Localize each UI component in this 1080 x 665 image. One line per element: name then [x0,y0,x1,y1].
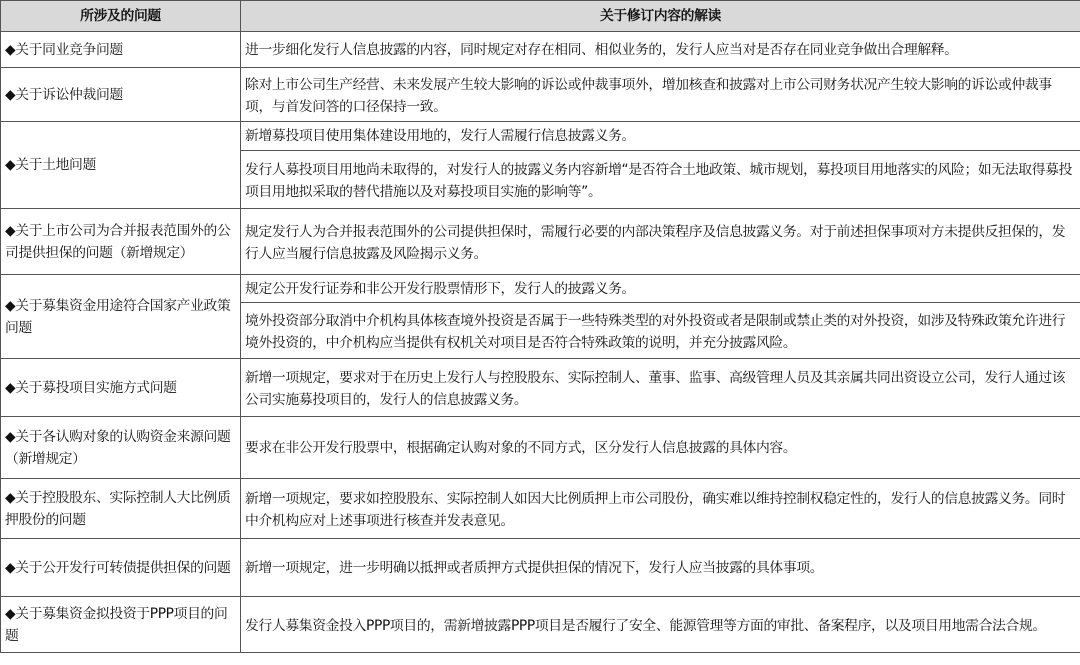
table-row [1,275,1080,303]
issue-cell: ◆关于同业竞争问题 [1,32,241,68]
interpretation-cell: 新增募投项目使用集体建设用地的，发行人需履行信息披露义务。 [241,122,1080,151]
header-interpretation: 关于修订内容的解读 [241,1,1080,32]
interpretation-cell: 进一步细化发行人信息披露的内容，同时规定对存在相同、相似业务的，发行人应当对是否存在同业竞争做出合理解释。 [241,32,1080,68]
table-row [1,68,1080,122]
interpretation-cell: 发行人募投项目用地尚未取得的，对发行人的披露义务内容新增“是否符合土地政策、城市规划，募投项目用地落实的风险；如无法取得募投项目用地拟采取的替代措施以及对募投项目实施的影响等”。 [241,151,1080,209]
interpretation-cell: 境外投资部分取消中介机构具体核查境外投资是否属于一些特殊类型的对外投资或者是限制或禁止类的对外投资，如涉及特殊政策允许进行境外投资的，中介机构应当提供有权机关对项目是否符合特殊政策的说明，并充分披露风险。 [241,303,1080,359]
table-row [1,209,1080,275]
table-row [1,122,1080,151]
issue-cell: ◆关于募集资金用途符合国家产业政策问题 [1,275,241,359]
interpretation-cell: 新增一项规定，要求如控股股东、实际控制人如因大比例质押上市公司股份，确实难以维持控制权稳定性的，发行人的信息披露义务。同时中介机构应对上述事项进行核查并发表意见。 [241,479,1080,539]
header-issue: 所涉及的问题 [1,1,241,32]
table-row [1,359,1080,417]
interpretation-cell: 发行人募集资金投入PPP项目的，需新增披露PPP项目是否履行了安全、能源管理等方面的审批、备案程序，以及项目用地需合法合规。 [241,597,1080,653]
issue-cell: ◆关于募集资金拟投资于PPP项目的问题 [1,597,241,653]
issue-cell: ◆关于土地问题 [1,122,241,209]
interpretation-cell: 除对上市公司生产经营、未来发展产生较大影响的诉讼或仲裁事项外，增加核查和披露对上市公司财务状况产生较大影响的诉讼或仲裁事项，与首发问答的口径保持一致。 [241,68,1080,122]
table-row [1,32,1080,68]
issue-cell: ◆关于控股股东、实际控制人大比例质押股份的问题 [1,479,241,539]
issue-cell: ◆关于公开发行可转债提供担保的问题 [1,539,241,597]
issue-cell: ◆关于募投项目实施方式问题 [1,359,241,417]
table-row [1,539,1080,597]
issue-cell: ◆关于上市公司为合并报表范围外的公司提供担保的问题（新增规定） [1,209,241,275]
interpretation-cell: 要求在非公开发行股票中，根据确定认购对象的不同方式，区分发行人信息披露的具体内容。 [241,417,1080,479]
interpretation-cell: 新增一项规定，进一步明确以抵押或者质押方式提供担保的情况下，发行人应当披露的具体事项。 [241,539,1080,597]
interpretation-cell: 规定公开发行证券和非公开发行股票情形下，发行人的披露义务。 [241,275,1080,303]
table-row [1,479,1080,539]
interpretation-cell: 规定发行人为合并报表范围外的公司提供担保时，需履行必要的内部决策程序及信息披露义务。对于前述担保事项对方未提供反担保的，发行人应当履行信息披露及风险揭示义务。 [241,209,1080,275]
issue-cell: ◆关于各认购对象的认购资金来源问题（新增规定） [1,417,241,479]
table-row [1,417,1080,479]
issue-cell: ◆关于诉讼仲裁问题 [1,68,241,122]
interpretation-cell: 新增一项规定，要求对于在历史上发行人与控股股东、实际控制人、董事、监事、高级管理人员及其亲属共同出资设立公司，发行人通过该公司实施募投项目的，发行人的信息披露义务。 [241,359,1080,417]
table-header-row [1,1,1080,32]
table-row [1,597,1080,653]
